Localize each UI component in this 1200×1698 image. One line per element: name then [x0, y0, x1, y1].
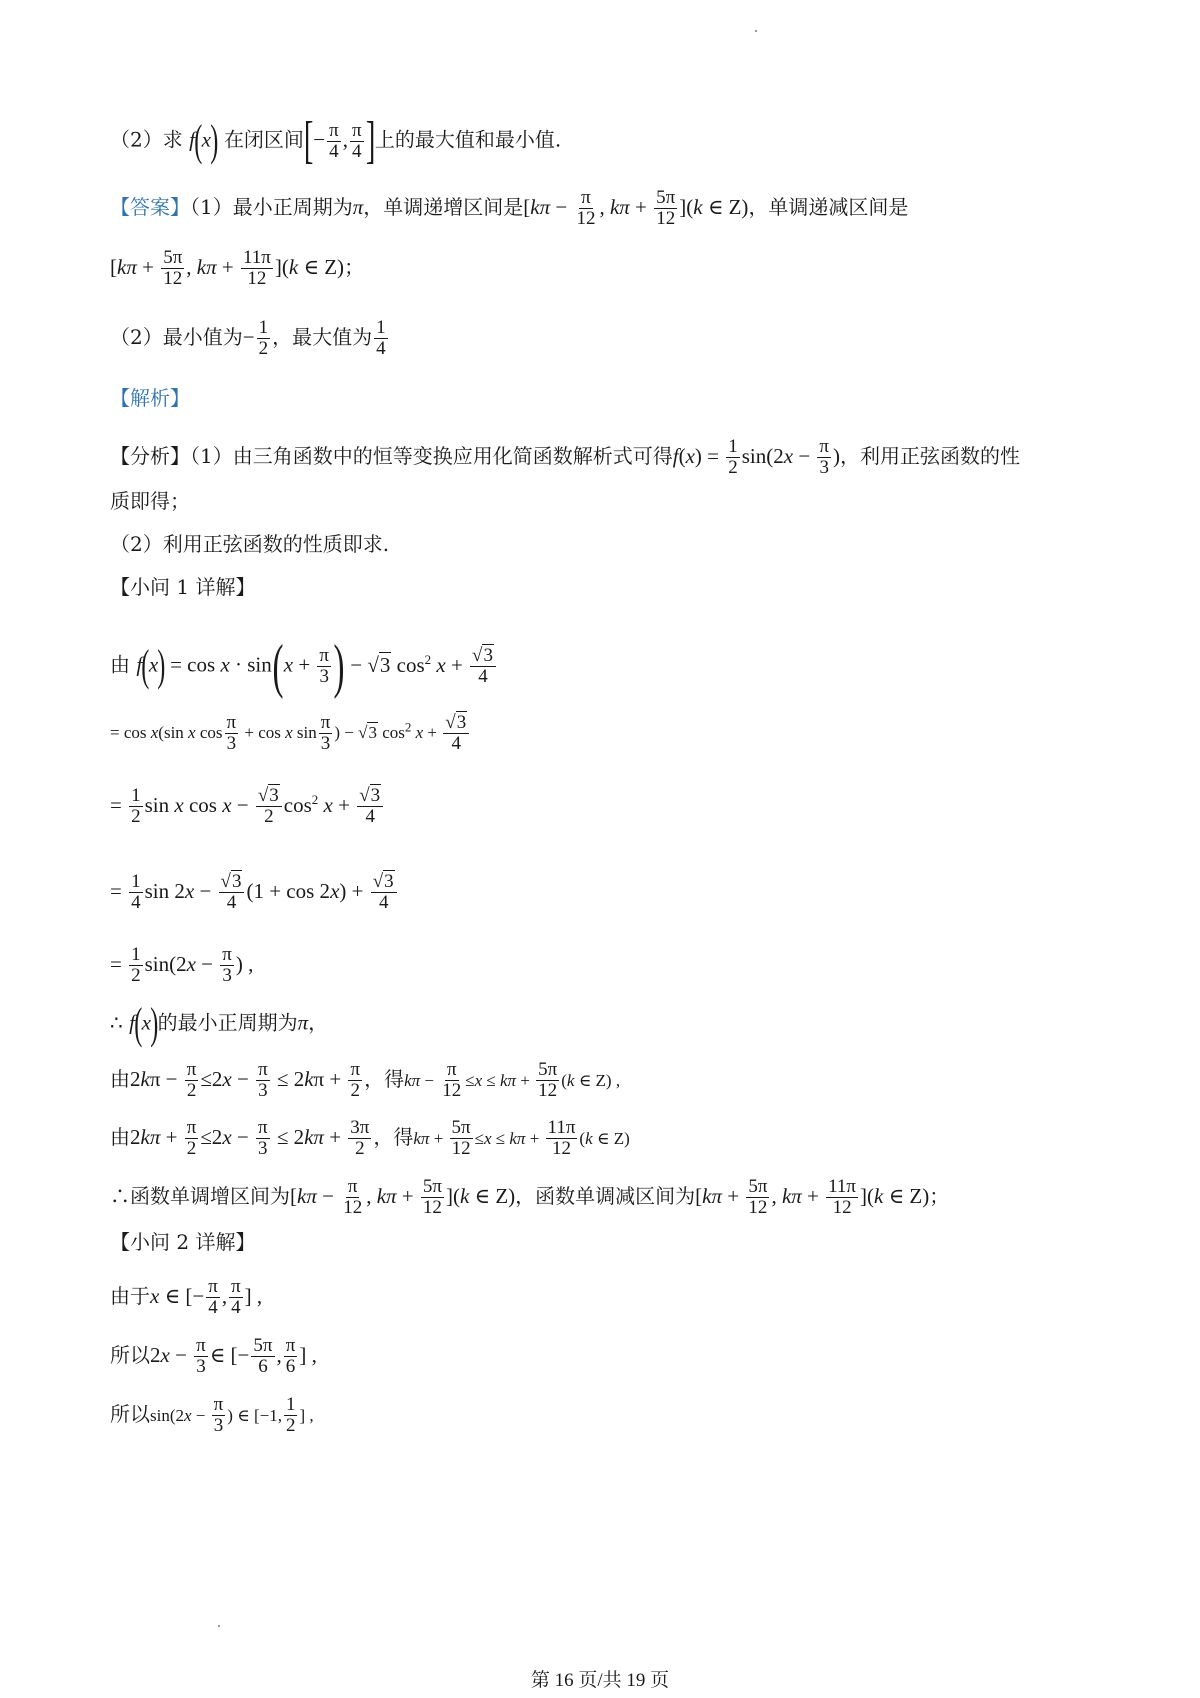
fenxi-line-1: 【分析】（1）由三角函数中的恒等变换应用化简函数解析式可得f(x) = $\frac{1}{2}$ sin(2x − $\frac{\pi}{3}$ )，利用正弦函数的性 [110, 436, 1021, 478]
sub2-line-1: 由于x ∈ [− $\frac{\pi}{4}$ , $\frac{\pi}{4}$ ] , [110, 1276, 263, 1318]
answer-line-1: 【答案】（1）最小正周期为π，单调递增区间是[kπ − $\frac{\pi}{12}$ , kπ + $\frac{5\pi}{12}$ ](k ∈ Z)，单调递减区间是 [110, 187, 909, 229]
derivation-line-3: = $\frac{1}{2}$ sin x cos x − $\frac{√3}{2}$ $\cos^2 x$ + $\frac{√3}{4}$ [110, 786, 1108, 827]
analysis-tag: 【解析】 [110, 386, 190, 410]
conclusion-line: ∴函数单调增区间为[kπ − $\frac{\pi}{12}$ , kπ + $\frac{5\pi}{12}$ ](k ∈ Z)，函数单调减区间为[kπ + $\frac{5\pi}{12}$ , kπ + $\frac{11\pi}{12}$ ](k ∈ Z)； [110, 1176, 950, 1218]
sub2-tag: 【小问 2 详解】 [110, 1230, 256, 1254]
fenxi-line-2: 质即得； [110, 489, 190, 513]
period-line: ∴ f(x)的最小正周期为π， [110, 999, 329, 1048]
sub2-line-2: 所以2x − $\frac{\pi}{3}$ ∈ [− $\frac{5\pi}{6}$ , $\frac{\pi}{6}$ ] , [110, 1335, 317, 1377]
page-footer: 第 16 页/共 19 页 [530, 1670, 670, 1691]
answer-tag: 【答案】 [110, 194, 190, 219]
scan-speck [755, 30, 757, 32]
increase-line: 由2kπ − $\frac{\pi}{2}$ ≤2x − $\frac{\pi}{3}$ ≤ 2kπ + $\frac{\pi}{2}$ ，得kπ − $\frac{\pi}{12}$ ≤x ≤ kπ + $\frac{5\pi}{12}$ (k ∈ Z) , [110, 1059, 621, 1101]
derivation-line-4: = $\frac{1}{4}$ sin 2x − $\frac{√3}{4}$ (1 + cos 2x) + $\frac{√3}{4}$ [110, 872, 1108, 913]
fenxi-line-3: （2）利用正弦函数的性质即求. [110, 532, 390, 556]
sub2-line-3: 所以sin(2x − $\frac{\pi}{3}$ ) ∈ [−1, $\frac{1}{2}$ ] , [110, 1394, 314, 1436]
scan-speck [218, 1625, 220, 1627]
question-2: （2）求 f(x) 在闭区间[− $\frac{\pi}{4}$ , $\frac{\pi}{4}$ ]上的最大值和最小值. [110, 112, 562, 169]
derivation-line-2: = cos x(sin x cos $\frac{\pi}{3}$ + cos x sin $\frac{\pi}{3}$ ) − √3 $\cos^2 x$ + $\frac{√3}{4}$ [110, 713, 1108, 754]
answer-line-2: [kπ + $\frac{5\pi}{12}$ , kπ + $\frac{11\pi}{12}$ ](k ∈ Z)； [110, 247, 365, 289]
sub1-tag: 【小问 1 详解】 [110, 575, 256, 599]
derivation-line-5: = $\frac{1}{2}$ sin(2x − $\frac{\pi}{3}$ ) , [110, 944, 254, 986]
decrease-line: 由2kπ + $\frac{\pi}{2}$ ≤2x − $\frac{\pi}{3}$ ≤ 2kπ + $\frac{3\pi}{2}$ ，得kπ + $\frac{5\pi}{12}$ ≤x ≤ kπ + $\frac{11\pi}{12}$ (k ∈ Z) [110, 1117, 630, 1159]
derivation-line-1: 由 f(x) = cos x · sin(x + $\frac{\pi}{3}$ ) − √3 $\cos^2 x$ + $\frac{√3}{4}$ [110, 636, 1108, 696]
answer-line-3: （2）最小值为− $\frac{1}{2}$ ，最大值为 $\frac{1}{4}$ [110, 317, 386, 359]
